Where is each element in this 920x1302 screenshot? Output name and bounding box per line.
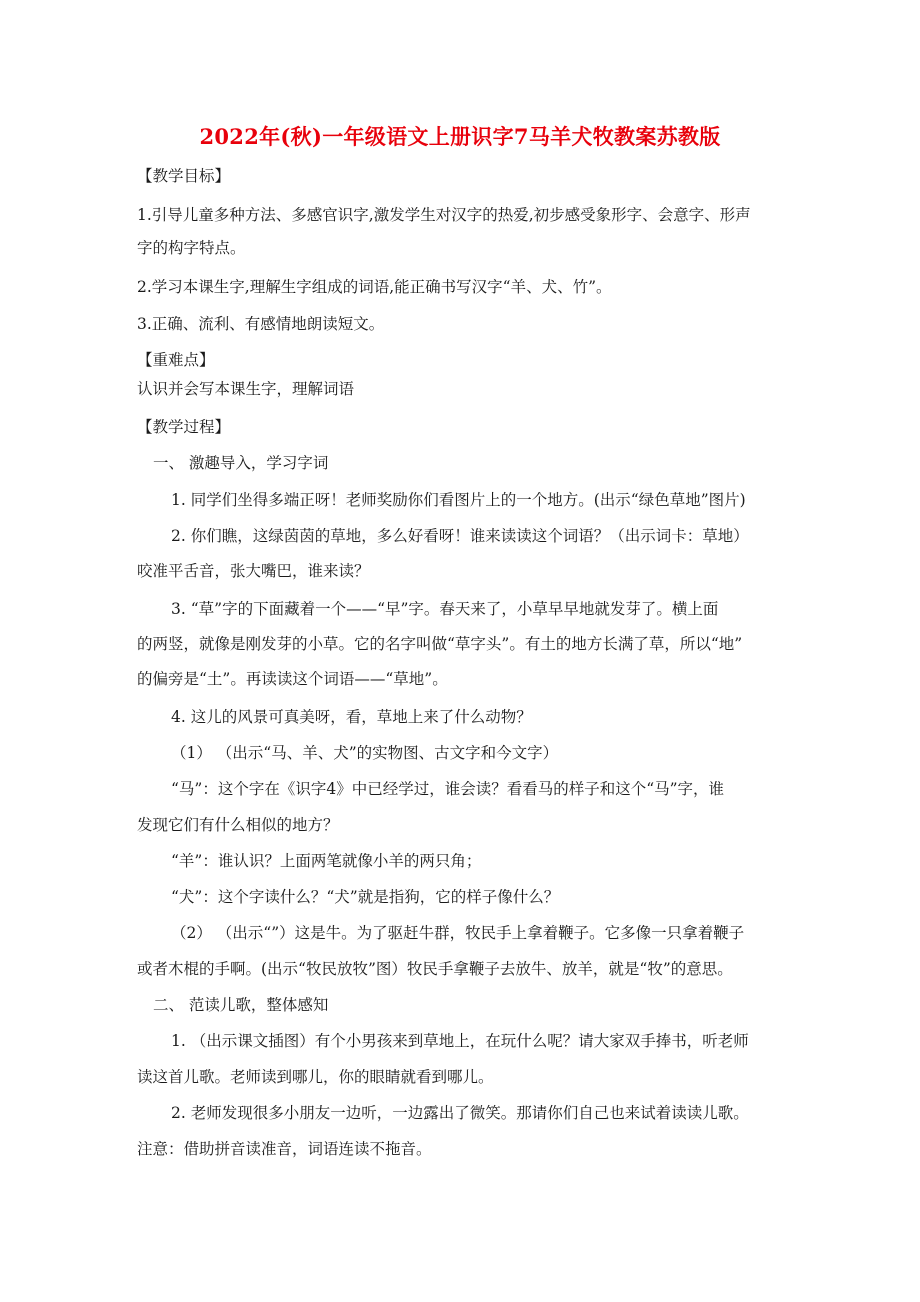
question-2-line-1: 2. 老师发现很多小朋友一边听，一边露出了微笑。那请你们自己也来试着读读儿歌。 (171, 1104, 749, 1122)
paragraph-1: 1. 同学们坐得多端正呀！老师奖励你们看图片上的一个地方。(出示“绿色草地”图片) (171, 491, 746, 509)
section-heading-process: 【教学过程】 (137, 418, 231, 436)
goal-3: 3.正确、流利、有感情地朗读短文。 (137, 315, 385, 333)
subitem-2-line-2: 或者木棍的手啊。(出示“牧民放牧”图）牧民手拿鞭子去放牛、放羊，就是“牧”的意思。 (137, 960, 733, 978)
paragraph-2-line-2: 咬准平舌音，张大嘴巴，谁来读？ (137, 562, 370, 580)
question-1-line-2: 读这首儿歌。老师读到哪儿，你的眼睛就看到哪儿。 (137, 1068, 494, 1086)
paragraph-3-line-2: 的两竖，就像是刚发芽的小草。它的名字叫做“草字头”。有土的地方长满了草，所以“地” (137, 635, 743, 653)
paragraph-2-line-1: 2. 你们瞧，这绿茵茵的草地，多么好看呀！谁来读读这个词语？（出示词卡：草地） (171, 527, 749, 545)
paragraph-4: 4. 这儿的风景可真美呀，看，草地上来了什么动物？ (171, 708, 532, 726)
document-title: 2022年(秋)一年级语文上册识字7马羊犬牧教案苏教版 (199, 124, 721, 149)
subitem-1: （1） （出示“马、羊、犬”的实物图、古文字和今文字） (171, 744, 559, 762)
question-2-line-2: 注意：借助拼音读准音，词语连读不拖音。 (137, 1140, 432, 1158)
question-1-line-1: 1. （出示课文插图）有个小男孩来到草地上，在玩什么呢？请大家双手捧书，听老师 (171, 1032, 749, 1050)
ma-line-1: “马”：这个字在《识字4》中已经学过，谁会读？看看马的样子和这个“马”字，谁 (171, 780, 725, 798)
yang-line: “羊”：谁认识？上面两笔就像小羊的两只角； (171, 852, 482, 870)
paragraph-3-line-1: 3. “草”字的下面藏着一个——“早”字。春天来了，小草早早地就发芽了。横上面 (171, 600, 719, 618)
part-2-title: 二、 范读儿歌，整体感知 (153, 996, 329, 1014)
goal-1-line-2: 字的构字特点。 (137, 239, 246, 257)
section-heading-key-points: 【重难点】 (137, 351, 215, 369)
ma-line-2: 发现它们有什么相似的地方？ (137, 816, 339, 834)
paragraph-3-line-3: 的偏旁是“土”。再读读这个词语——“草地”。 (137, 670, 448, 688)
section-heading-goals: 【教学目标】 (137, 167, 231, 185)
subitem-2-line-1: （2） （出示“”）这是牛。为了驱赶牛群，牧民手上拿着鞭子。它多像一只拿着鞭子 (171, 924, 745, 942)
quan-line: “犬”：这个字读什么？“犬”就是指狗，它的样子像什么？ (171, 888, 560, 906)
goal-1-line-1: 1.引导儿童多种方法、多感官识字,激发学生对汉字的热爱,初步感受象形字、会意字、形声 (137, 206, 751, 224)
key-points-text: 认识并会写本课生字，理解词语 (137, 380, 355, 398)
part-1-title: 一、 激趣导入，学习字词 (153, 454, 329, 472)
goal-2: 2.学习本课生字,理解生字组成的词语,能正确书写汉字“羊、犬、竹”。 (137, 278, 612, 296)
